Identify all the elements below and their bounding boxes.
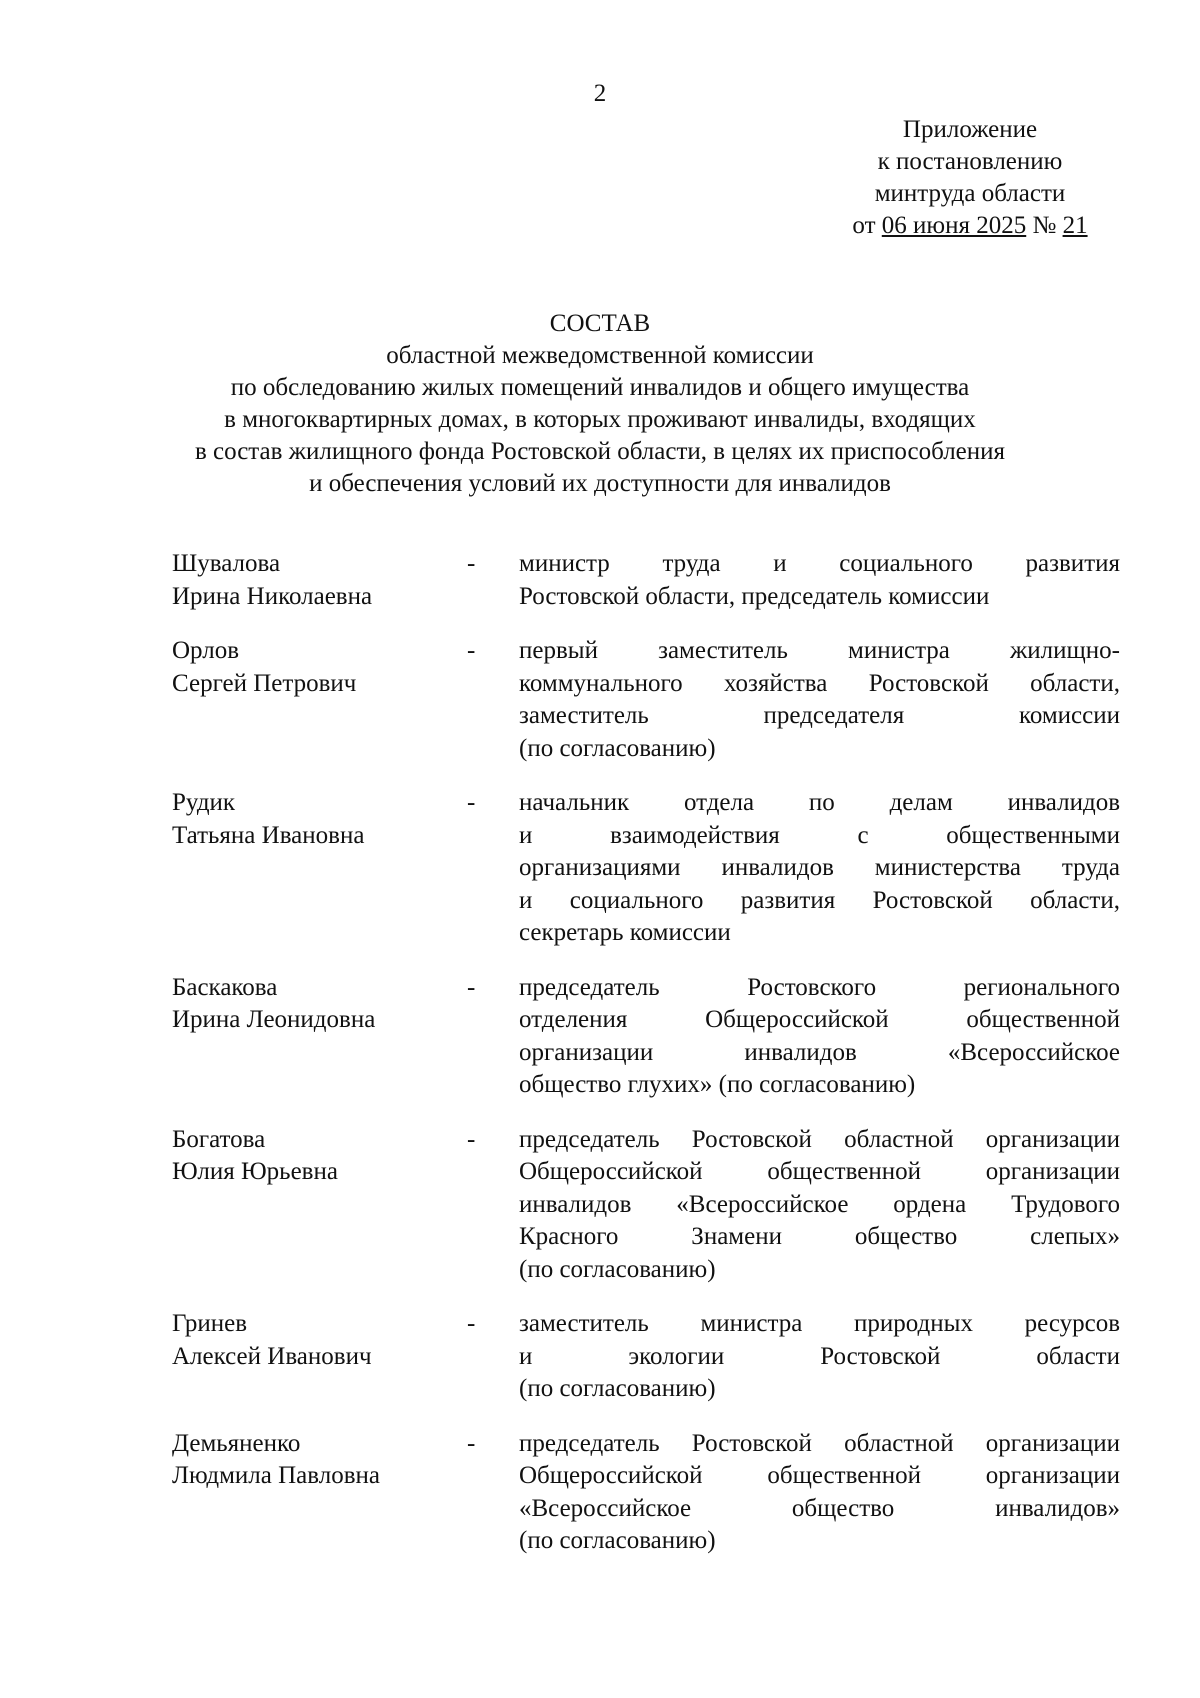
member-given-name: Юлия Юрьевна [172,1158,338,1185]
role-line: заместитель председателя комиссии [519,702,1120,729]
member-name [172,1308,467,1406]
role-line: организациями инвалидов министерства труда [519,854,1120,881]
appendix-number-prefix: № [1026,212,1063,239]
page-number: 2 [593,80,607,107]
member-surname: Баскакова [172,973,278,1001]
role-line: Общероссийской общественной организации [519,1462,1120,1489]
role-line: Красного Знамени общество слепых» [519,1223,1120,1250]
member-given-name: Татьяна Ивановна [172,821,365,849]
member-surname: Демьяненко [172,1429,301,1457]
role-line: общество глухих» (по согласованию) [519,1071,916,1098]
member-surname: Шувалова [172,550,281,577]
title-line: и обеспечения условий их доступности для инвалидов [309,470,891,497]
member-surname: Орлов [172,637,240,664]
member-surname: Рудик [172,789,236,816]
role-line: Ростовской области, председатель комиссии [519,582,990,610]
role-line: Общероссийской общественной организации [519,1158,1120,1185]
member-role [519,1308,1120,1406]
appendix-number: 21 [1062,212,1088,239]
role-line: секретарь комиссии [519,919,731,946]
role-line: (по согласованию) [519,734,716,762]
member-given-name: Людмила Павловна [172,1462,380,1489]
member-dash: - [467,550,476,577]
member-entry [172,972,1120,1102]
role-line: отделения Общероссийской общественной [519,1006,1120,1033]
appendix-date: 06 июня 2025 [881,212,1027,239]
role-line: и социального развития Ростовской области, [519,886,1120,914]
appendix-title: Приложение [902,116,1038,143]
role-line: председатель Ростовской областной организации [519,1125,1120,1153]
member-entry [172,1428,1120,1558]
member-entry [172,548,1120,613]
role-line: организации инвалидов «Всероссийское [519,1038,1120,1066]
role-line: председатель Ростовской областной организации [519,1429,1120,1457]
appendix-reference: к постановлению [877,148,1063,175]
member-role [519,1124,1120,1287]
appendix-date-prefix: от [852,212,882,239]
member-surname: Богатова [172,1125,266,1153]
role-line: и экологии Ростовской области [519,1342,1120,1370]
member-role [519,787,1120,950]
role-line: председатель Ростовского регионального [519,973,1120,1001]
member-name [172,972,467,1102]
member-list [172,548,1120,1580]
member-name [172,635,467,765]
member-entry [172,1124,1120,1287]
member-given-name: Алексей Иванович [172,1342,372,1370]
member-name [172,1124,467,1287]
document-title [100,308,1100,500]
member-dash: - [467,1429,476,1457]
member-surname: Гринев [172,1310,248,1337]
title-line: по обследованию жилых помещений инвалидов и общего имущества [230,374,970,401]
member-dash: - [467,973,476,1001]
member-dash: - [467,1310,476,1337]
member-entry [172,635,1120,765]
member-entry [172,1308,1120,1406]
member-role [519,972,1120,1102]
member-given-name: Ирина Леонидовна [172,1006,376,1033]
appendix-block [820,114,1120,242]
role-line: министр труда и социального развития [519,550,1120,577]
role-line: инвалидов «Всероссийское ордена Трудового [519,1190,1120,1218]
member-role [519,635,1120,765]
member-given-name: Ирина Николаевна [172,582,373,610]
appendix-date-line [820,210,1120,242]
member-given-name: Сергей Петрович [172,669,357,697]
title-line: в многоквартирных домах, в которых проживают инвалиды, входящих [224,406,976,433]
role-line: заместитель министра природных ресурсов [519,1310,1120,1337]
role-line: (по согласованию) [519,1527,716,1554]
title-line: в состав жилищного фонда Ростовской области, в целях их приспособления [194,438,1006,465]
role-line: (по согласованию) [519,1255,716,1283]
member-dash: - [467,637,476,664]
appendix-authority: минтруда области [874,180,1066,207]
member-role [519,548,1120,613]
role-line: (по согласованию) [519,1375,716,1402]
role-line: коммунального хозяйства Ростовской области, [519,669,1120,697]
role-line: начальник отдела по делам инвалидов [519,789,1120,816]
role-line: «Всероссийское общество инвалидов» [519,1494,1120,1522]
member-name [172,1428,467,1558]
member-entry [172,787,1120,950]
member-name [172,548,467,613]
title-line: областной межведомственной комиссии [386,342,814,369]
role-line: и взаимодействия с общественными [519,821,1120,849]
title-heading: СОСТАВ [549,310,651,337]
member-dash: - [467,1125,476,1153]
member-dash: - [467,789,476,816]
member-name [172,787,467,950]
role-line: первый заместитель министра жилищно- [519,637,1120,664]
member-role [519,1428,1120,1558]
